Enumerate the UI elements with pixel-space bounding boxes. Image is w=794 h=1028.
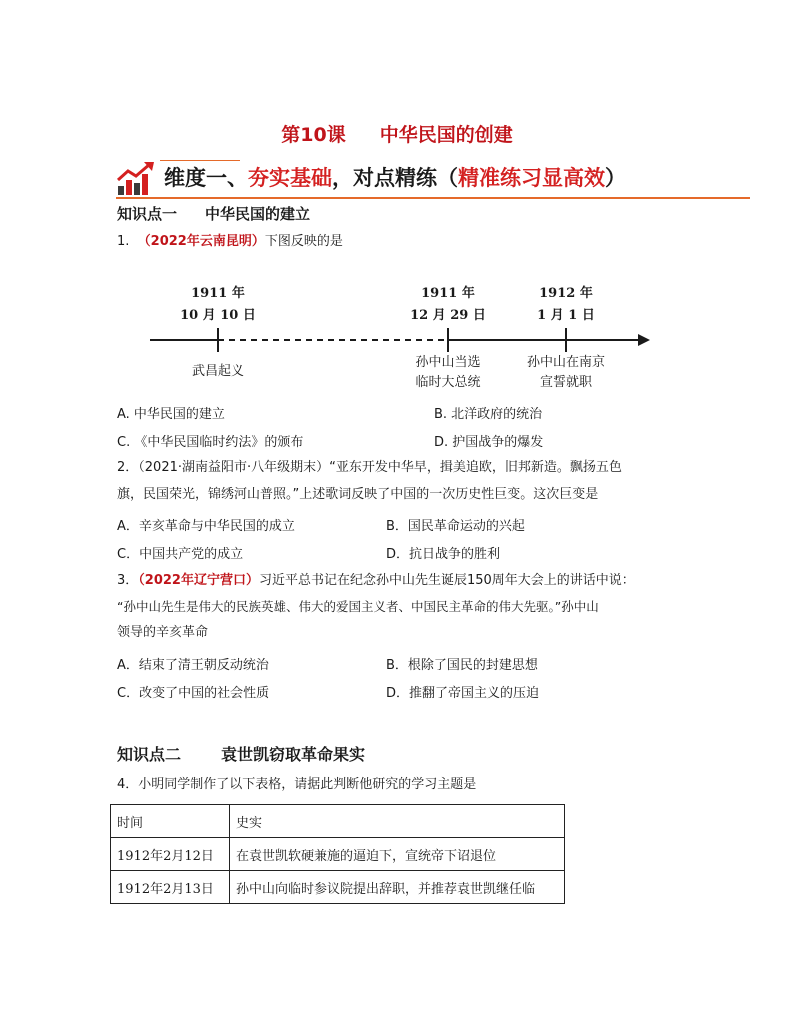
question-4: 4．小明同学制作了以下表格，请据此判断他研究的学习主题是	[117, 777, 477, 792]
lesson-title	[0, 120, 794, 147]
q4-table	[110, 804, 565, 904]
lesson-number: 第10课	[281, 124, 346, 146]
table-cell: 在袁世凯软硬兼施的逼迫下，宣统帝下诏退位	[230, 838, 565, 871]
q1-option-c[interactable]: C. 《中华民国临时约法》的颁布	[117, 435, 304, 450]
q3-option-c[interactable]: C．改变了中国的社会性质	[117, 686, 270, 701]
tl-event-2b: 临时大总统	[415, 375, 481, 390]
tl-date-2: 12 月 29 日	[410, 308, 486, 323]
tl-date-3: 1 月 1 日	[537, 308, 595, 323]
tl-date-1: 10 月 10 日	[180, 308, 256, 323]
table-cell: 1912年2月13日	[111, 871, 230, 904]
dimension-text: 维度一、夯实基础，对点精练（精准练习显高效）	[164, 166, 626, 190]
q1-option-d[interactable]: D. 护国战争的爆发	[434, 435, 544, 450]
table-header-cell: 时间	[111, 805, 230, 838]
q2-option-d[interactable]: D．抗日战争的胜利	[386, 547, 501, 562]
q2-option-a[interactable]: A．辛亥革命与中华民国的成立	[117, 519, 295, 534]
q1-option-b[interactable]: B. 北洋政府的统治	[434, 407, 543, 422]
q3-option-d[interactable]: D．推翻了帝国主义的压迫	[386, 686, 540, 701]
dimension-heading	[116, 160, 750, 198]
tl-event-2a: 孙中山当选	[415, 355, 481, 370]
knowledge-point-1: 知识点一 中华民国的建立	[117, 205, 311, 223]
q3-option-b[interactable]: B．根除了国民的封建思想	[386, 658, 538, 673]
chart-growth-icon	[116, 160, 156, 196]
tl-year-2: 1911 年	[421, 286, 475, 301]
tl-event-3a: 孙中山在南京	[526, 355, 606, 370]
q3-option-a[interactable]: A．结束了清王朝反动统治	[117, 658, 269, 673]
q2-option-b[interactable]: B．国民革命运动的兴起	[386, 519, 525, 534]
q1-option-a[interactable]: A. 中华民国的建立	[117, 407, 225, 422]
question-1: 1. （2022年云南昆明）下图反映的是	[117, 234, 343, 249]
timeline-figure	[140, 278, 660, 400]
table-header-cell: 史实	[230, 805, 565, 838]
table-row	[111, 871, 565, 904]
tl-event-3b: 宣誓就职	[539, 375, 593, 390]
q2-option-c[interactable]: C．中国共产党的成立	[117, 547, 244, 562]
knowledge-point-2: 知识点二 袁世凯窃取革命果实	[117, 745, 366, 764]
tl-year-3: 1912 年	[539, 286, 593, 301]
table-cell: 孙中山向临时参议院提出辞职，并推荐袁世凯继任临	[230, 871, 565, 904]
question-3: 3．（2022年辽宁营口）习近平总书记在纪念孙中山先生诞辰150周年大会上的讲话中说： “孙中山先生是伟大的民族英雄、伟大的爱国主义者、中国民主革命的伟大先驱。”孙中山 领导的辛亥革命	[117, 573, 635, 640]
table-row	[111, 838, 565, 871]
table-cell: 1912年2月12日	[111, 838, 230, 871]
table-header-row	[111, 805, 565, 838]
lesson-name: 中华民国的创建	[379, 124, 513, 146]
tl-year-1: 1911 年	[191, 286, 245, 301]
question-2: 2．（2021·湖南益阳市·八年级期末）“亚东开发中华早，揖美追欧，旧邦新造。飘扬五色 旗，民国荣光，锦绣河山普照。”上述歌词反映了中国的一次历史性巨变。这次巨变是	[117, 460, 622, 502]
tl-event-1: 武昌起义	[191, 364, 245, 379]
